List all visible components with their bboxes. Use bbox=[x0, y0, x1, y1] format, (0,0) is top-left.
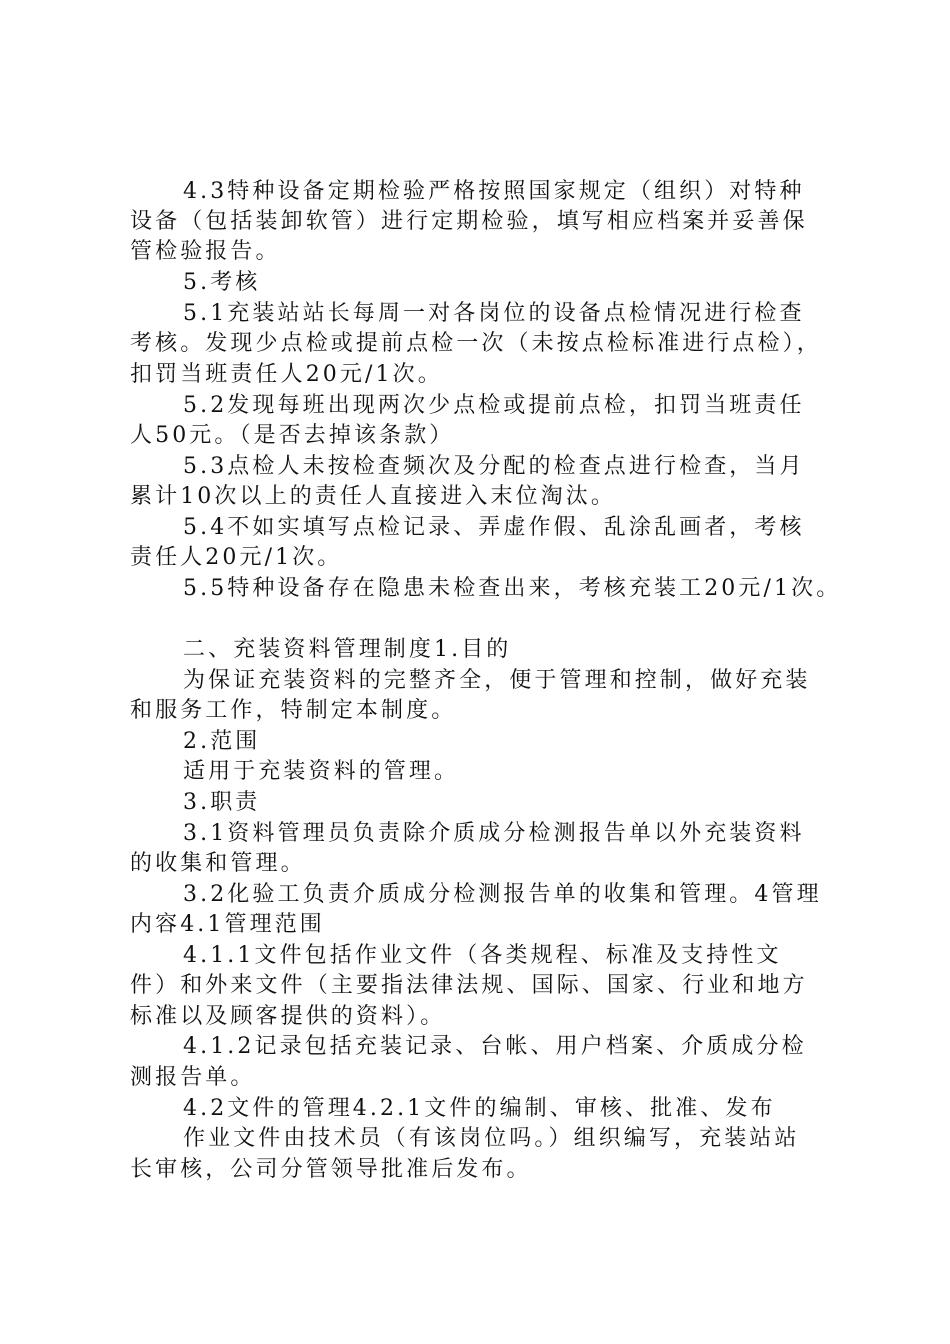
text-line: 管检验报告。 bbox=[130, 239, 281, 264]
text-line: 责任人20元/1次。 bbox=[130, 545, 343, 570]
text-line: 为保证充装资料的完整齐全，便于管理和控制，做好充装 bbox=[183, 668, 811, 693]
text-line: 适用于充装资料的管理。 bbox=[183, 759, 460, 784]
text-line: 设备（包括装卸软管）进行定期检验，填写相应档案并妥善保 bbox=[130, 209, 808, 234]
section-heading: 5.考核 bbox=[183, 270, 261, 295]
text-line: 扣罚当班责任人20元/1次。 bbox=[130, 362, 443, 387]
text-line: 长审核，公司分管领导批准后发布。 bbox=[130, 1157, 532, 1182]
text-line: 件）和外来文件（主要指法律法规、国际、国家、行业和地方 bbox=[130, 973, 808, 998]
text-line: 4.1.1文件包括作业文件（各类规程、标准及支持性文 bbox=[183, 943, 782, 968]
text-line: 考核。发现少点检或提前点检一次（未按点检标准进行点检）， bbox=[130, 331, 822, 356]
text-line: 累计10次以上的责任人直接进入末位淘汰。 bbox=[130, 484, 616, 509]
text-line: 4.2文件的管理4.2.1文件的编制、审核、批准、发布 bbox=[183, 1096, 776, 1121]
section-heading: 二、充装资料管理制度1.目的 bbox=[183, 637, 512, 662]
text-line: 和服务工作，特制定本制度。 bbox=[130, 698, 457, 723]
text-line: 5.1充装站站长每周一对各岗位的设备点检情况进行检查 bbox=[183, 301, 805, 326]
text-line: 5.2发现每班出现两次少点检或提前点检，扣罚当班责任 bbox=[183, 393, 805, 418]
text-line: 测报告单。 bbox=[130, 1065, 256, 1090]
text-line: 5.4不如实填写点检记录、弄虚作假、乱涂乱画者，考核 bbox=[183, 515, 805, 540]
text-line: 5.3点检人未按检查频次及分配的检查点进行检查，当月 bbox=[183, 454, 805, 479]
text-line: 4.1.2记录包括充装记录、台帐、用户档案、介质成分检 bbox=[183, 1034, 807, 1059]
text-line: 的收集和管理。 bbox=[130, 851, 306, 876]
text-line: 内容4.1管理范围 bbox=[130, 912, 325, 937]
text-line: 3.2化验工负责介质成分检测报告单的收集和管理。4管理 bbox=[183, 882, 822, 907]
section-heading: 3.职责 bbox=[183, 790, 261, 815]
text-line: 4.3特种设备定期检验严格按照国家规定（组织）对特种 bbox=[183, 179, 805, 204]
text-line: 作业文件由技术员（有该岗位吗。）组织编写，充装站站 bbox=[183, 1126, 800, 1151]
text-line: 标准以及顾客提供的资料）。 bbox=[130, 1004, 446, 1029]
text-line: 3.1资料管理员负责除介质成分检测报告单以外充装资料 bbox=[183, 821, 805, 846]
section-heading: 2.范围 bbox=[183, 729, 261, 754]
text-line: 人50元。（是否去掉该条款） bbox=[130, 423, 455, 448]
text-line: 5.5特种设备存在隐患未检查出来，考核充装工20元/1次。 bbox=[183, 576, 842, 601]
